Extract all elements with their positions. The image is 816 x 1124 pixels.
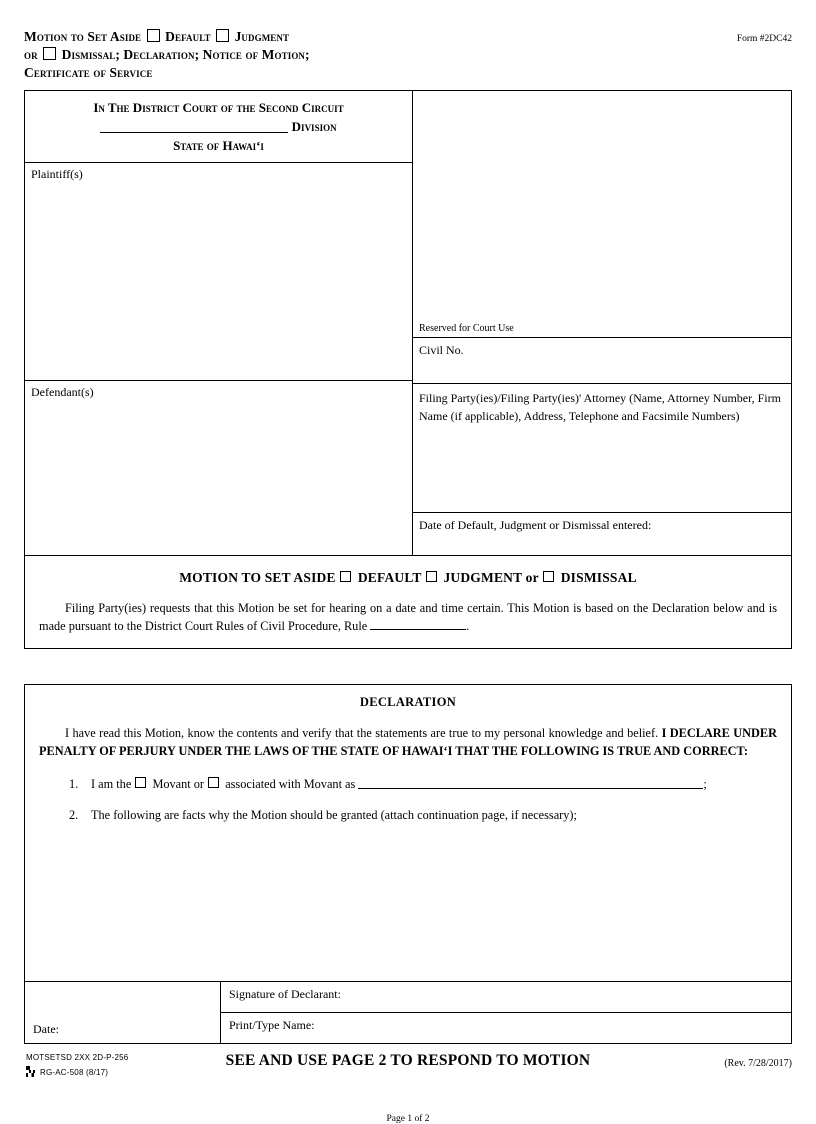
declaration-item-1 bbox=[39, 777, 777, 792]
form-title-line-2 bbox=[24, 46, 524, 64]
checkbox-default-title[interactable] bbox=[147, 29, 160, 42]
declaration-intro bbox=[39, 724, 777, 761]
signature-of-declarant-field[interactable] bbox=[221, 982, 791, 1013]
motion-body-period: . bbox=[466, 619, 470, 634]
footer-code-line-2: RG-AC-508 (8/17) bbox=[40, 1068, 109, 1078]
form-title-line-2-part-a: or bbox=[24, 46, 38, 62]
motion-heading-text: MOTION TO SET ASIDE bbox=[179, 570, 336, 585]
date-entered-label: Date of Default, Judgment or Dismissal entered: bbox=[419, 518, 652, 532]
declaration-intro-bold: I DECLARE UNDER PENALTY OF PERJURY UNDER THE LAWS OF THE STATE OF HAWAIʻI THAT THE FOLLOWING IS TRUE AND CORRECT: bbox=[39, 726, 777, 759]
declaration-item-2 bbox=[39, 808, 777, 823]
plaintiff-label: Plaintiff(s) bbox=[31, 166, 83, 181]
checkbox-dismissal-motion[interactable] bbox=[543, 571, 554, 582]
checkbox-judgment-title[interactable] bbox=[216, 29, 229, 42]
caption-left-column bbox=[24, 90, 413, 556]
declaration-item-2-number: 2. bbox=[69, 807, 79, 822]
defendant-label: Defendant(s) bbox=[31, 384, 94, 399]
civil-number-field[interactable] bbox=[413, 337, 792, 383]
checkbox-associated-with-movant[interactable] bbox=[208, 777, 219, 788]
document-header bbox=[24, 28, 792, 84]
checkbox-movant[interactable] bbox=[135, 777, 146, 788]
court-heading-line-1: In The District Court of the Second Circuit bbox=[93, 100, 344, 115]
checkbox-judgment-motion[interactable] bbox=[426, 571, 437, 582]
reserved-for-court-use-box bbox=[413, 90, 792, 337]
motion-heading-dismissal: DISMISSAL bbox=[560, 570, 637, 585]
declaration-item-1-text-a: I am the bbox=[91, 776, 132, 791]
print-type-name-field[interactable] bbox=[221, 1013, 791, 1033]
form-title-line-3: Certificate of Service bbox=[24, 64, 153, 80]
footer-code-line-1: MOTSETSD 2XX 2D-P-256 bbox=[26, 1053, 129, 1062]
motion-heading-default: DEFAULT bbox=[357, 570, 422, 585]
filing-party-label: Filing Party(ies)/Filing Party(ies)' Attorney (Name, Attorney Number, Firm Name (if applicable), Address, Telephone and Facsimile Numbers) bbox=[419, 391, 781, 423]
division-input[interactable] bbox=[100, 120, 288, 133]
date-field[interactable] bbox=[25, 982, 221, 1043]
form-number: Form #2DC42 bbox=[736, 34, 792, 44]
civil-number-label: Civil No. bbox=[419, 343, 464, 357]
associated-as-input[interactable] bbox=[358, 777, 703, 789]
rule-number-input[interactable] bbox=[370, 618, 466, 630]
see-use-page-2-notice: SEE AND USE PAGE 2 TO RESPOND TO MOTION bbox=[225, 1052, 591, 1069]
form-title-line-1-part-b: Default bbox=[165, 29, 211, 44]
date-entered-field[interactable] bbox=[413, 512, 792, 556]
signature-fields bbox=[221, 982, 791, 1043]
declaration-item-2-text: The following are facts why the Motion should be granted (attach continuation page, if necessary); bbox=[91, 807, 577, 822]
court-division-suffix: Division bbox=[291, 118, 337, 134]
motion-section bbox=[24, 556, 792, 649]
motion-body-text: Filing Party(ies) requests that this Motion be set for hearing on a date and time certain. This Motion is based on the Declaration below and is made pursuant to the District Court Rules of Civil Procedure, Rule bbox=[39, 601, 777, 634]
signature-section bbox=[24, 982, 792, 1044]
declaration-section bbox=[24, 684, 792, 982]
form-title-line-1-part-c: Judgment bbox=[234, 29, 290, 44]
declaration-item-1-text-b: Movant or bbox=[152, 776, 205, 791]
declaration-heading: DECLARATION bbox=[359, 695, 457, 709]
checkbox-dismissal-title[interactable] bbox=[43, 47, 56, 60]
revision-date: (Rev. 7/28/2017) bbox=[724, 1058, 792, 1069]
motion-heading-or: or bbox=[525, 570, 539, 585]
page-number: Page 1 of 2 bbox=[386, 1114, 430, 1124]
date-label: Date: bbox=[33, 1022, 59, 1036]
declaration-item-1-number: 1. bbox=[69, 776, 79, 791]
motion-heading-judgment: JUDGMENT bbox=[443, 570, 523, 585]
signature-of-declarant-label: Signature of Declarant: bbox=[229, 987, 341, 1001]
form-title-line-1-part-a: Motion to Set Aside bbox=[24, 29, 142, 44]
print-type-name-label: Print/Type Name: bbox=[229, 1018, 315, 1032]
reserved-for-court-use-label: Reserved for Court Use bbox=[419, 323, 514, 334]
checkbox-default-motion[interactable] bbox=[340, 571, 351, 582]
declaration-item-1-end: ; bbox=[703, 776, 707, 791]
form-title bbox=[24, 28, 524, 81]
caption-right-column bbox=[413, 90, 792, 556]
declaration-intro-normal: I have read this Motion, know the contents and verify that the statements are true to my personal knowledge and belief. bbox=[65, 726, 662, 740]
filing-party-field[interactable] bbox=[413, 383, 792, 512]
plaintiff-field[interactable] bbox=[25, 163, 412, 381]
court-state-line: State of Hawaiʻi bbox=[173, 137, 264, 153]
form-title-line-1 bbox=[24, 28, 524, 46]
form-title-line-2-part-b: Dismissal; Declaration; Notice of Motion; bbox=[61, 46, 310, 62]
defendant-field[interactable] bbox=[25, 381, 412, 557]
court-division-line bbox=[31, 118, 406, 137]
court-heading bbox=[25, 91, 412, 163]
declaration-item-1-text-c: associated with Movant as bbox=[225, 776, 356, 791]
motion-body bbox=[39, 599, 777, 636]
motion-heading bbox=[39, 570, 777, 586]
